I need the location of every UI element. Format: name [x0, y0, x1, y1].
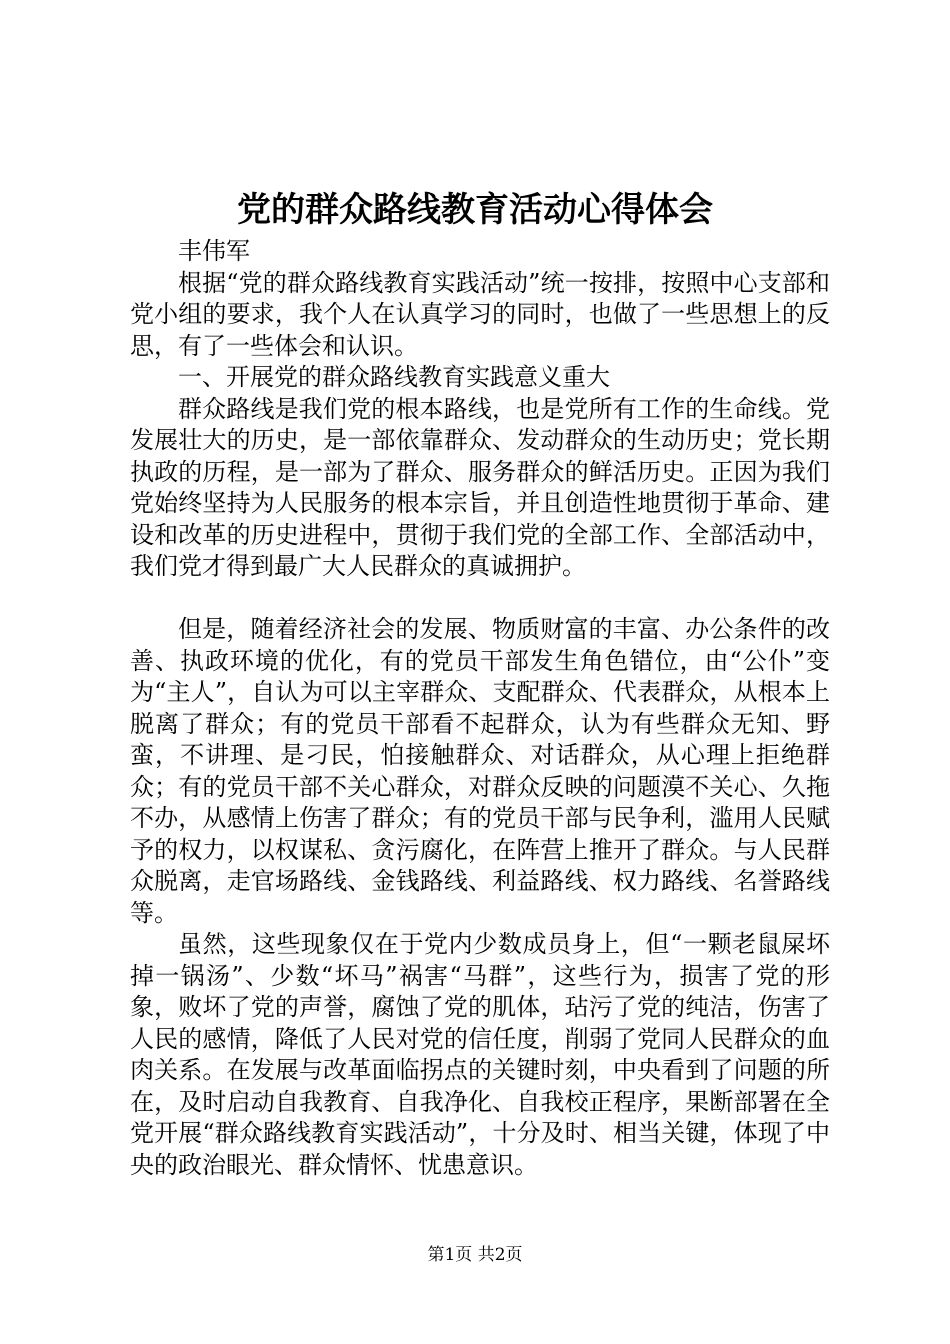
paragraph-mass-line: 群众路线是我们党的根本路线，也是党所有工作的生命线。党发展壮大的历史，是一部依靠群众、发动群众的生动历史；党长期执政的历程，是一部为了群众、服务群众的鲜活历史。正因为我们党始终坚持为人民服务的根本宗旨，并且创造性地贯彻于革命、建设和改革的历史进程中，贯彻于我们党的全部工作、全部活动中，我们党才得到最广大人民群众的真诚拥护。: [130, 394, 830, 580]
page-number-footer: 第1页 共2页: [427, 1245, 523, 1265]
paragraph-conclusion: 虽然，这些现象仅在于党内少数成员身上，但“一颗老鼠屎坏掉一锅汤”、少数“坏马”祸害“马群”，这些行为，损害了党的形象，败坏了党的声誉，腐蚀了党的肌体，玷污了党的纯洁，伤害了人民的感情，降低了人民对党的信任度，削弱了党同人民群众的血肉关系。在发展与改革面临拐点的关键时刻，中央看到了问题的所在，及时启动自我教育、自我净化、自我校正程序，果断部署在全党开展“群众路线教育实践活动”，十分及时、相当关键，体现了中央的政治眼光、群众情怀、忧患意识。: [130, 930, 830, 1179]
section-heading: 一、开展党的群众路线教育实践意义重大: [178, 363, 610, 391]
paragraph-intro: 根据“党的群众路线教育实践活动”统一按排，按照中心支部和党小组的要求，我个人在认真学习的同时，也做了一些思想上的反思，有了一些体会和认识。: [130, 268, 830, 360]
document-body: [130, 236, 830, 1181]
author-line: 丰伟军: [178, 237, 250, 265]
paragraph-problems: 但是，随着经济社会的发展、物质财富的丰富、办公条件的改善、执政环境的优化，有的党员干部发生角色错位，由“公仆”变为“主人”，自认为可以主宰群众、支配群众、代表群众，从根本上脱离了群众；有的党员干部看不起群众，认为有些群众无知、野蛮，不讲理、是刁民，怕接触群众、对话群众，从心理上拒绝群众；有的党员干部不关心群众，对群众反映的问题漠不关心、久拖不办，从感情上伤害了群众；有的党员干部与民争利，滥用人民赋予的权力，以权谋私、贪污腐化，在阵营上推开了群众。与人民群众脱离，走官场路线、金钱路线、利益路线、权力路线、名誉路线等。: [130, 615, 830, 927]
document-title: 党的群众路线教育活动心得体会: [237, 190, 713, 230]
